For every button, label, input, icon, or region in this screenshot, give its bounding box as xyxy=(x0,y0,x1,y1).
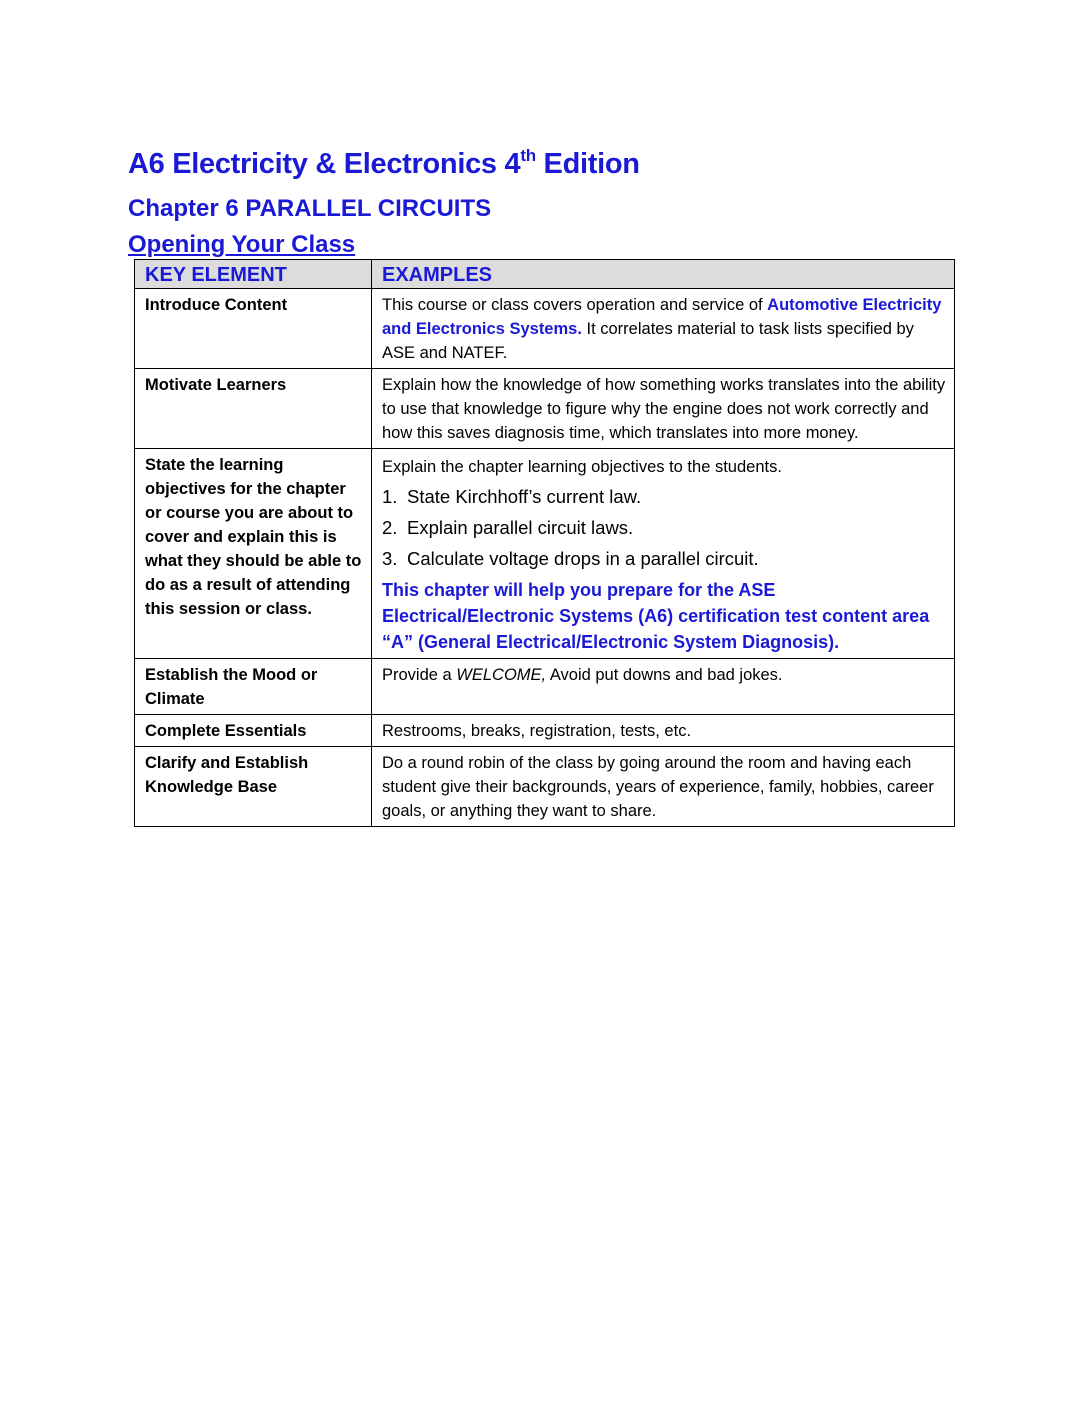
table-row xyxy=(135,449,955,659)
example-cell: Do a round robin of the class by going around the room and having each student give their backgrounds, years of experience, family, hobbies, career goals, or anything they want to share. xyxy=(372,747,955,827)
column-header-key-element: KEY ELEMENT xyxy=(135,260,372,289)
objective-number: 2. xyxy=(382,517,398,538)
key-element-cell: Complete Essentials xyxy=(135,715,372,747)
table-row xyxy=(135,715,955,747)
key-element-cell: Introduce Content xyxy=(135,289,372,369)
column-header-examples: EXAMPLES xyxy=(372,260,955,289)
objective-text: Calculate voltage drops in a parallel circuit. xyxy=(407,548,759,569)
objectives-intro: Explain the chapter learning objectives to the students. xyxy=(382,458,782,476)
objective-item xyxy=(382,512,946,543)
example-cell xyxy=(372,289,955,369)
key-element-table xyxy=(134,259,955,827)
table-row xyxy=(135,747,955,827)
document-title xyxy=(128,148,640,181)
ase-certification-note: This chapter will help you prepare for the ASE Electrical/Electronic Systems (A6) certification test content area “A” (General Electrical/Electronic System Diagnosis). xyxy=(382,580,930,652)
example-text: It correlates material to task lists specified by ASE and NATEF. xyxy=(382,320,914,362)
example-cell: Restrooms, breaks, registration, tests, etc. xyxy=(372,715,955,747)
example-text: Provide a xyxy=(382,666,457,684)
table-row xyxy=(135,659,955,715)
section-heading: Opening Your Class xyxy=(128,231,356,258)
objective-item xyxy=(382,481,946,512)
title-main: A6 Electricity & Electronics 4 xyxy=(128,148,521,180)
objective-text: State Kirchhoff’s current law. xyxy=(407,486,642,507)
key-element-cell: Establish the Mood or Climate xyxy=(135,659,372,715)
title-end: Edition xyxy=(535,148,640,180)
objective-number: 3. xyxy=(382,548,398,569)
table-row xyxy=(135,289,955,369)
table-header-row xyxy=(135,260,955,289)
objective-text: Explain parallel circuit laws. xyxy=(407,517,634,538)
example-emphasis: WELCOME, xyxy=(456,666,547,684)
table-row xyxy=(135,369,955,449)
example-cell xyxy=(372,449,955,659)
key-element-cell: State the learning objectives for the chapter or course you are about to cover and explain this is what they should be able to do as a result of attending this session or class. xyxy=(135,449,372,659)
example-cell xyxy=(372,659,955,715)
example-cell: Explain how the knowledge of how something works translates into the ability to use that knowledge to figure why the engine does not work correctly and how this saves diagnosis time, which translates into more money. xyxy=(372,369,955,449)
objective-number: 1. xyxy=(382,486,398,507)
example-text: Avoid put downs and bad jokes. xyxy=(546,666,783,684)
objective-item xyxy=(382,543,946,574)
key-element-cell: Clarify and Establish Knowledge Base xyxy=(135,747,372,827)
example-text: This course or class covers operation and service of xyxy=(382,296,768,314)
key-element-cell: Motivate Learners xyxy=(135,369,372,449)
chapter-title: Chapter 6 PARALLEL CIRCUITS xyxy=(128,195,492,222)
example-highlight: Automotive Electricity and Electronics Systems. xyxy=(382,296,942,338)
title-superscript: th xyxy=(520,146,536,165)
